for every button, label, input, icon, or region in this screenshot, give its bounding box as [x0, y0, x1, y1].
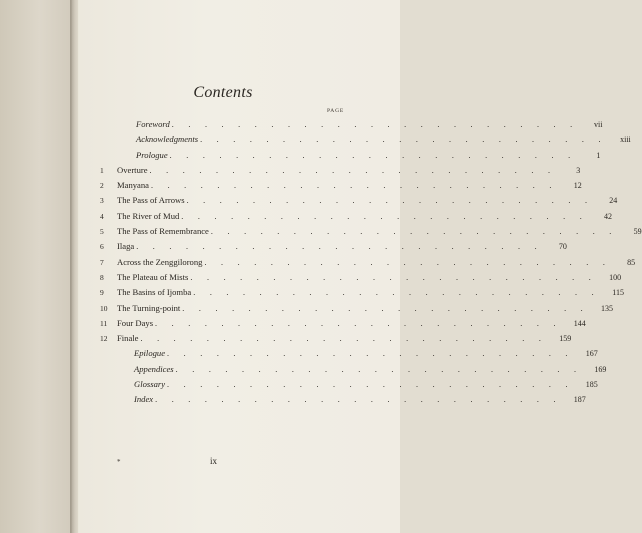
toc-entry: [100, 239, 567, 254]
entry-page-number: 100: [609, 272, 622, 282]
toc-entry: [100, 392, 586, 407]
dot-leader: . . . . . . . . . . . . . . . . . . . . . . . . .: [171, 120, 579, 129]
entry-title: Finale: [117, 333, 139, 344]
toc-entry: [100, 362, 607, 377]
entry-title: The Plateau of Mists: [117, 271, 189, 282]
dot-leader: . . . . . . . . . . . . . . . . . . . . . . . . .: [167, 380, 574, 390]
entry-title: Appendices: [134, 363, 174, 374]
dot-leader: . . . . . . . . . . . . . . . . . . . . . . . . .: [167, 349, 574, 359]
dot-leader: . . . . . . . . . . . . . . . . . . . . . . . . .: [149, 165, 557, 175]
entry-title: The Pass of Remembrance: [117, 226, 209, 237]
entry-title: Foreword: [136, 119, 170, 129]
entry-page-number: 85: [627, 257, 636, 267]
chapter-number: 12: [100, 334, 108, 344]
entry-title: Overture: [117, 164, 148, 175]
toc-entry: [100, 163, 581, 178]
dot-leader: . . . . . . . . . . . . . . . . . . . . . . . . .: [175, 364, 583, 374]
dot-leader: . . . . . . . . . . . . . . . . . . . . . . . . .: [181, 211, 588, 221]
entry-page-number: vii: [594, 120, 603, 129]
dot-leader: . . . . . . . . . . . . . . . . . . . . . . . . .: [190, 272, 598, 282]
facing-page-edge: [0, 0, 72, 533]
dot-leader: . . . . . . . . . . . . . . . . . . . . . . . . .: [169, 150, 577, 160]
chapter-number: 1: [100, 165, 104, 175]
entry-title: Manyana: [117, 180, 149, 191]
entry-page-number: xiii: [620, 135, 631, 145]
entry-page-number: 70: [558, 242, 567, 252]
chapter-number: 2: [100, 181, 104, 191]
entry-title: Glossary: [134, 379, 166, 390]
entry-title: Index: [134, 394, 154, 405]
entry-title: The Basins of Ijomba: [117, 287, 192, 298]
toc-entry: [100, 209, 612, 224]
dot-leader: . . . . . . . . . . . . . . . . . . . . . . . . .: [155, 318, 562, 328]
chapter-number: 5: [100, 227, 104, 237]
entry-page-number: 185: [585, 380, 598, 390]
toc-entry: [100, 255, 636, 270]
entry-title: The Turning-point: [117, 302, 181, 313]
toc-entry: [100, 224, 642, 239]
toc-entry: [100, 377, 598, 392]
entry-page-number: 144: [573, 318, 586, 328]
dot-leader: . . . . . . . . . . . . . . . . . . . . . . . . .: [186, 196, 594, 206]
page-number: ix: [210, 456, 218, 466]
entry-page-number: 115: [612, 288, 624, 298]
entry-title: The River of Mud: [117, 210, 180, 221]
entry-title: Epilogue: [134, 348, 166, 359]
entry-title: Ilaga: [117, 241, 135, 252]
toc-entry: [100, 346, 598, 361]
entry-page-number: 1: [596, 150, 601, 160]
dot-leader: . . . . . . . . . . . . . . . . . . . . . . . . .: [140, 334, 548, 344]
table-of-contents: [100, 117, 642, 408]
entry-page-number: 135: [600, 303, 613, 313]
chapter-number: 9: [100, 288, 104, 298]
entry-title: Across the Zenggilorong: [117, 256, 203, 267]
entry-title: The Pass of Arrows: [117, 195, 185, 206]
chapter-number: 8: [100, 272, 104, 282]
dot-leader: . . . . . . . . . . . . . . . . . . . . . . . . .: [193, 288, 600, 298]
dot-leader: . . . . . . . . . . . . . . . . . . . . . . . . .: [210, 227, 618, 237]
page-column-header: PAGE: [326, 108, 344, 114]
entry-page-number: 3: [576, 165, 581, 175]
entry-title: Four Days: [117, 317, 154, 328]
toc-entry: [100, 331, 572, 346]
toc-entry: [100, 270, 622, 285]
dot-leader: . . . . . . . . . . . . . . . . . . . . . . . . .: [204, 257, 612, 267]
entry-page-number: 187: [573, 395, 586, 405]
entry-page-number: 159: [559, 334, 572, 344]
entry-page-number: 12: [573, 181, 582, 191]
signature-mark: *: [117, 458, 121, 466]
book-gutter: [70, 0, 79, 533]
chapter-number: 4: [100, 211, 104, 221]
entry-page-number: 59: [633, 227, 642, 237]
chapter-number: 7: [100, 257, 104, 267]
entry-page-number: 167: [585, 349, 598, 359]
entry-page-number: 42: [604, 211, 612, 221]
toc-entry: [100, 178, 582, 193]
chapter-number: 11: [100, 318, 108, 328]
toc-entry: [100, 132, 631, 147]
chapter-number: 10: [100, 303, 108, 313]
toc-entry: [100, 316, 586, 331]
toc-entry: [100, 285, 624, 300]
toc-entry: [100, 193, 618, 208]
toc-entry: [100, 301, 613, 316]
dot-leader: . . . . . . . . . . . . . . . . . . . . . . . . .: [136, 242, 543, 252]
dot-leader: . . . . . . . . . . . . . . . . . . . . . . . . .: [155, 395, 562, 405]
entry-page-number: 169: [594, 364, 607, 374]
dot-leader: . . . . . . . . . . . . . . . . . . . . . . . . .: [150, 181, 558, 191]
page-title: Contents: [193, 84, 253, 101]
chapter-number: 6: [100, 242, 104, 252]
toc-entry: [100, 148, 601, 163]
entry-title: Prologue: [136, 149, 168, 160]
entry-title: Acknowledgments: [136, 134, 199, 145]
chapter-number: 3: [100, 196, 104, 206]
toc-entry: [100, 117, 603, 132]
dot-leader: . . . . . . . . . . . . . . . . . . . . . . . . .: [200, 135, 607, 145]
dot-leader: . . . . . . . . . . . . . . . . . . . . . . . . .: [182, 303, 589, 313]
entry-page-number: 24: [609, 196, 618, 206]
